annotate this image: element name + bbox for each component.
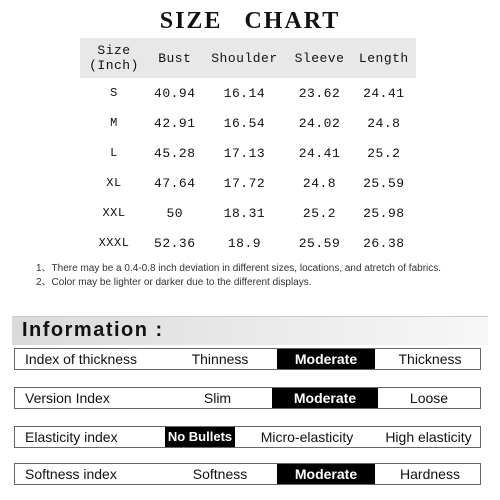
table-header-row (80, 38, 416, 78)
info-row-elasticity (14, 426, 481, 448)
size-chart-table (80, 38, 416, 258)
row-size: XXL (102, 206, 126, 220)
info-option-elasticity-2: Micro-elasticity (260, 429, 354, 445)
note-deviation: 1、There may be a 0.4-0.8 inch deviation in different sizes, locations, and atretch of fabrics. (36, 263, 442, 274)
info-row-softness (14, 463, 481, 485)
row-bust: 42.91 (154, 115, 196, 131)
info-option-softness-2: Moderate (277, 464, 375, 484)
note-color: 2、Color may be lighter or darker due to the different displays. (36, 277, 312, 288)
info-label-version: Version Index (25, 390, 110, 406)
table-row (80, 198, 416, 228)
table-row (80, 138, 416, 168)
row-length: 26.38 (363, 235, 405, 251)
row-size: XL (106, 176, 122, 190)
info-option-version-2: Moderate (272, 388, 378, 408)
information-title: Information : (22, 319, 164, 341)
header-size-label (89, 43, 139, 73)
header-shoulder: Shoulder (202, 38, 288, 78)
row-sleeve: 25.2 (302, 205, 337, 221)
row-length: 25.59 (363, 175, 405, 191)
info-option-thickness-3: Thickness (398, 351, 462, 367)
info-label-softness: Softness index (25, 466, 117, 482)
table-row (80, 228, 416, 258)
table-row (80, 108, 416, 138)
row-size: M (110, 116, 118, 130)
row-bust: 52.36 (154, 235, 196, 251)
row-bust: 50 (166, 205, 184, 221)
row-sleeve: 24.8 (302, 175, 337, 191)
row-length: 25.2 (367, 145, 401, 161)
page-title: SIZE CHART (159, 8, 341, 34)
info-option-elasticity-3: High elasticity (385, 429, 472, 445)
header-size-line: Size (97, 43, 131, 58)
info-label-elasticity: Elasticity index (25, 429, 118, 445)
row-sleeve: 23.62 (298, 85, 341, 101)
row-sleeve: 24.41 (298, 145, 341, 161)
row-bust: 47.64 (154, 175, 196, 191)
row-shoulder: 17.13 (223, 145, 266, 161)
info-row-version (14, 387, 481, 409)
header-bust: Bust (148, 38, 202, 78)
information-header (12, 316, 488, 345)
table-row (80, 168, 416, 198)
table-row (80, 78, 416, 108)
row-sleeve: 25.59 (298, 235, 341, 251)
row-length: 24.41 (363, 85, 405, 101)
header-size-line: (Inch) (89, 58, 139, 73)
info-option-version-3: Loose (409, 390, 449, 406)
header-length: Length (352, 38, 416, 78)
row-shoulder: 17.72 (223, 175, 266, 191)
row-bust: 45.28 (154, 145, 196, 161)
info-option-softness-1: Softness (192, 466, 248, 482)
row-shoulder: 16.54 (223, 115, 266, 131)
header-size (80, 38, 148, 78)
row-sleeve: 24.02 (298, 115, 341, 131)
info-label-thickness: Index of thickness (25, 351, 138, 367)
row-size: L (110, 146, 118, 160)
info-option-softness-3: Hardness (400, 466, 460, 482)
info-option-elasticity-1: No Bullets (165, 427, 235, 447)
row-shoulder: 16.14 (223, 85, 266, 101)
row-length: 25.98 (363, 205, 405, 221)
info-option-version-1: Slim (203, 390, 232, 406)
header-sleeve: Sleeve (287, 38, 351, 78)
size-notes (36, 262, 441, 290)
info-option-thickness-1: Thinness (191, 351, 249, 367)
row-bust: 40.94 (154, 85, 196, 101)
row-size: S (110, 86, 118, 100)
row-length: 24.8 (367, 115, 401, 131)
info-row-thickness (14, 348, 481, 370)
row-shoulder: 18.9 (227, 235, 262, 251)
info-option-thickness-2: Moderate (277, 349, 375, 369)
row-shoulder: 18.31 (223, 205, 266, 221)
row-size: XXXL (98, 236, 130, 250)
